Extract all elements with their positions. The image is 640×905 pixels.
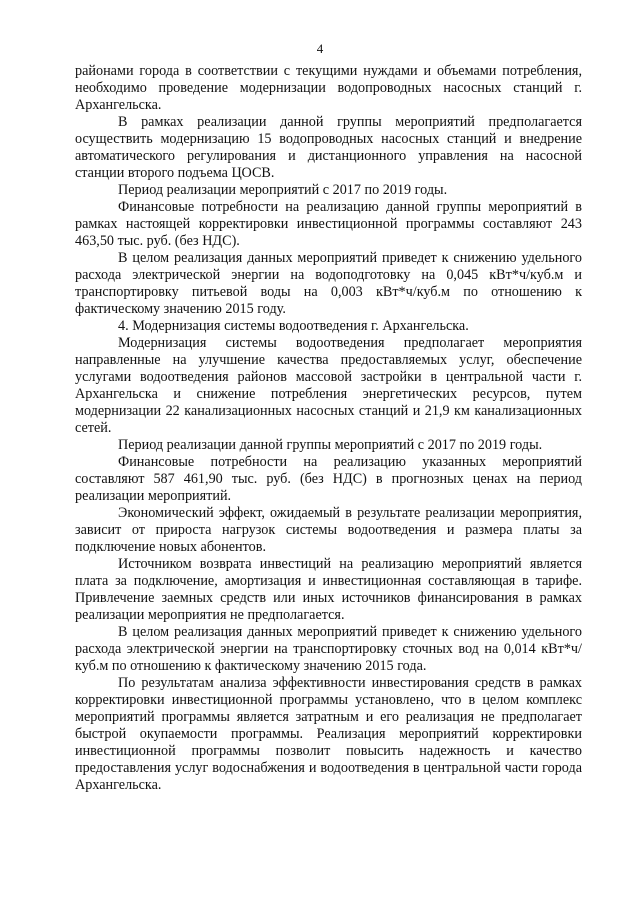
paragraph: 4. Модернизация системы водоотведения г. Архангельска. <box>118 318 469 334</box>
paragraph: В целом реализация данных мероприятий приведет к снижению удельного расхода электрической энергии на транспортировку сточных вод на 0,014 кВт*ч/куб.м по отношению к фактическому значению 2015 года. <box>75 624 582 674</box>
page-number: 4 <box>316 41 324 56</box>
paragraph: Период реализации данной группы мероприятий с 2017 по 2019 годы. <box>118 437 543 453</box>
paragraph: Источником возврата инвестиций на реализацию мероприятий является плата за подключение, амортизация и инвестиционная составляющая в тарифе. Привлечение заемных средств или иных источников финансирования в рамках реализации мероприятия не предполагается. <box>75 556 582 623</box>
paragraph: Модернизация системы водоотведения предполагает мероприятия направленные на улучшение качества предоставляемых услуг, обеспечение услугами водоотведения районов массовой застройки в центральной части г. Архангельска и снижение потребления энергетических ресурсов, путем модернизации 22 канализационных насосных станций и 21,9 км канализационных сетей. <box>75 335 582 436</box>
paragraph: районами города в соответствии с текущими нуждами и объемами потребления, необходимо проведение модернизации водопроводных насосных станций г. Архангельска. <box>75 63 582 113</box>
paragraph: Финансовые потребности на реализацию указанных мероприятий составляют 587 461,90 тыс. руб. (без НДС) в прогнозных ценах на период реализации мероприятий. <box>75 454 582 504</box>
paragraph: В целом реализация данных мероприятий приведет к снижению удельного расхода электрической энергии на водоподготовку на 0,045 кВт*ч/куб.м и транспортировку питьевой воды на 0,003 кВт*ч/куб.м по отношению к фактическому значению 2015 году. <box>75 250 582 317</box>
paragraph: Период реализации мероприятий с 2017 по 2019 годы. <box>118 182 448 198</box>
document-body <box>75 63 582 794</box>
paragraph: В рамках реализации данной группы мероприятий предполагается осуществить модернизацию 15 водопроводных насосных станций и внедрение автоматического регулирования и дистанционного управления на насосной станции второго подъема ЦОСВ. <box>75 114 582 181</box>
paragraph: Финансовые потребности на реализацию данной группы мероприятий в рамках настоящей корректировки инвестиционной программы составляют 243 463,50 тыс. руб. (без НДС). <box>75 199 582 249</box>
paragraph: По результатам анализа эффективности инвестирования средств в рамках корректировки инвестиционной программы установлено, что в целом комплекс мероприятий программы является затратным и его реализация не предполагает быстрой окупаемости программы. Реализация мероприятий корректировки инвестиционной программы позволит повысить надежность и качество предоставления услуг водоснабжения и водоотведения в центральной части города Архангельска. <box>75 675 582 793</box>
paragraph: Экономический эффект, ожидаемый в результате реализации мероприятия, зависит от прироста нагрузок системы водоотведения и размера платы за подключение новых абонентов. <box>75 505 582 555</box>
